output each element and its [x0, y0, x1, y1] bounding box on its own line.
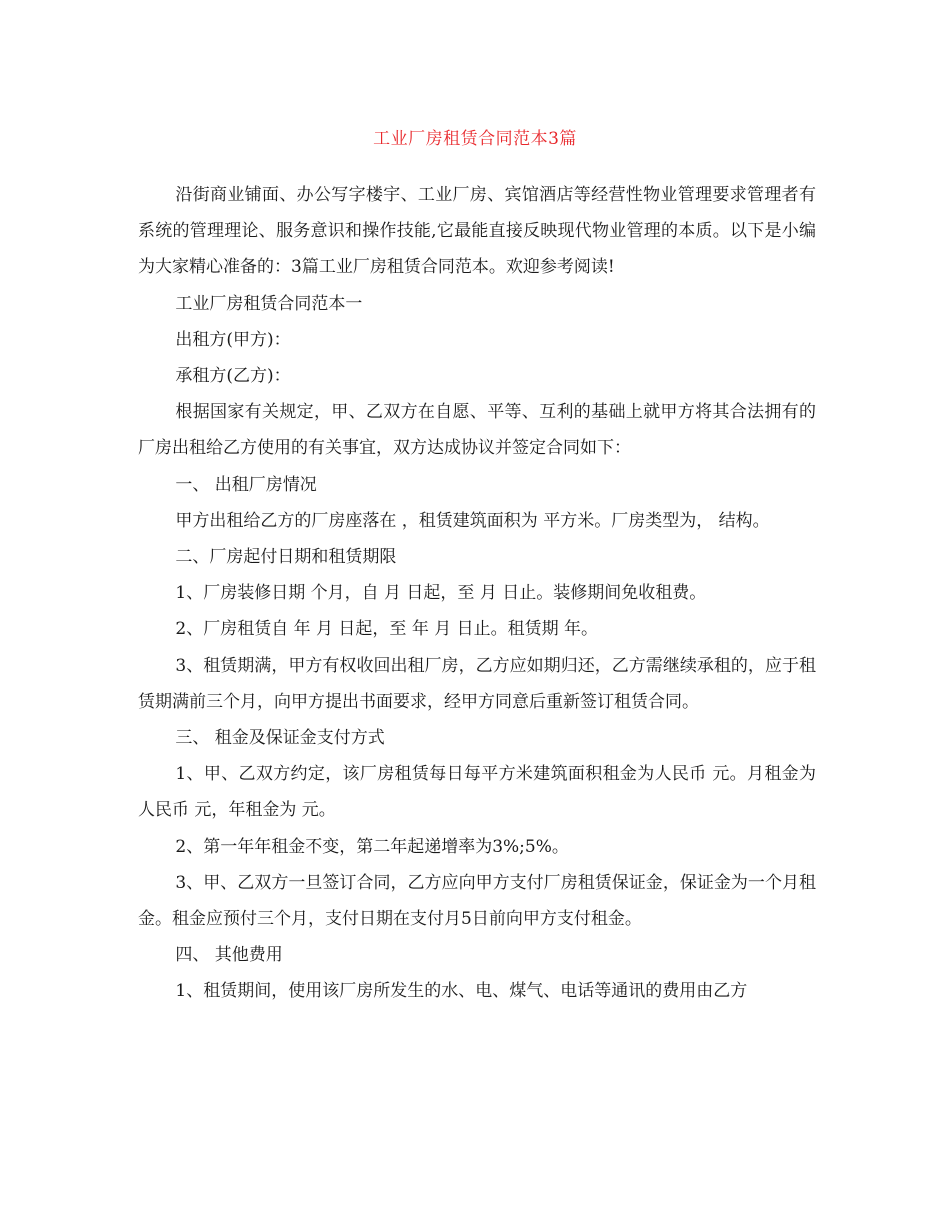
section-heading-1: 一、 出租厂房情况 [175, 474, 317, 495]
document-body [138, 177, 816, 1010]
paragraph-lessor: 出租方(甲方)： [175, 329, 291, 350]
clause-2-1: 1、厂房装修日期 个月，自 月 日起，至 月 日止。装修期间免收租费。 [175, 583, 707, 604]
clause-3-3: 3、甲、乙双方一旦签订合同，乙方应向甲方支付厂房租赁保证金，保证金为一个月租金。租金应预付三个月，支付日期在支付月5日前向甲方支付租金。 [138, 872, 816, 930]
clause-4-1: 1、租赁期间，使用该厂房所发生的水、电、煤气、电话等通讯的费用由乙方 [175, 981, 748, 1002]
paragraph-preamble: 根据国家有关规定，甲、乙双方在自愿、平等、互利的基础上就甲方将其合法拥有的厂房出租给乙方使用的有关事宜，双方达成协议并签定合同如下： [138, 402, 816, 459]
paragraph-template-heading: 工业厂房租赁合同范本一 [175, 293, 363, 314]
paragraph-lessee: 承租方(乙方)： [175, 366, 291, 387]
paragraph-factory-info: 甲方出租给乙方的厂房座落在 ，租赁建筑面积为 平方米。厂房类型为， 结构。 [175, 510, 770, 531]
document-title: 工业厂房租赁合同范本3篇 [373, 129, 577, 149]
clause-3-2: 2、第一年年租金不变，第二年起递增率为3%;5%。 [175, 836, 569, 857]
section-heading-2: 二、厂房起付日期和租赁期限 [175, 547, 397, 568]
clause-2-3: 3、租赁期满，甲方有权收回出租厂房，乙方应如期归还，乙方需继续承租的，应于租赁期满前三个月，向甲方提出书面要求，经甲方同意后重新签订租赁合同。 [138, 655, 816, 712]
clause-3-1: 1、甲、乙双方约定，该厂房租赁每日每平方米建筑面积租金为人民币 元。月租金为人民币 元，年租金为 元。 [138, 764, 816, 821]
section-heading-4: 四、 其他费用 [175, 945, 283, 966]
section-heading-3: 三、 租金及保证金支付方式 [175, 728, 385, 749]
clause-2-2: 2、厂房租赁自 年 月 日起，至 年 月 日止。租赁期 年。 [175, 619, 599, 640]
paragraph-intro: 沿街商业铺面、办公写字楼宇、工业厂房、宾馆酒店等经营性物业管理要求管理者有系统的管理理论、服务意识和操作技能,它最能直接反映现代物业管理的本质。以下是小编为大家精心准备的：3篇工业厂房租赁合同范本。欢迎参考阅读! [138, 185, 816, 278]
